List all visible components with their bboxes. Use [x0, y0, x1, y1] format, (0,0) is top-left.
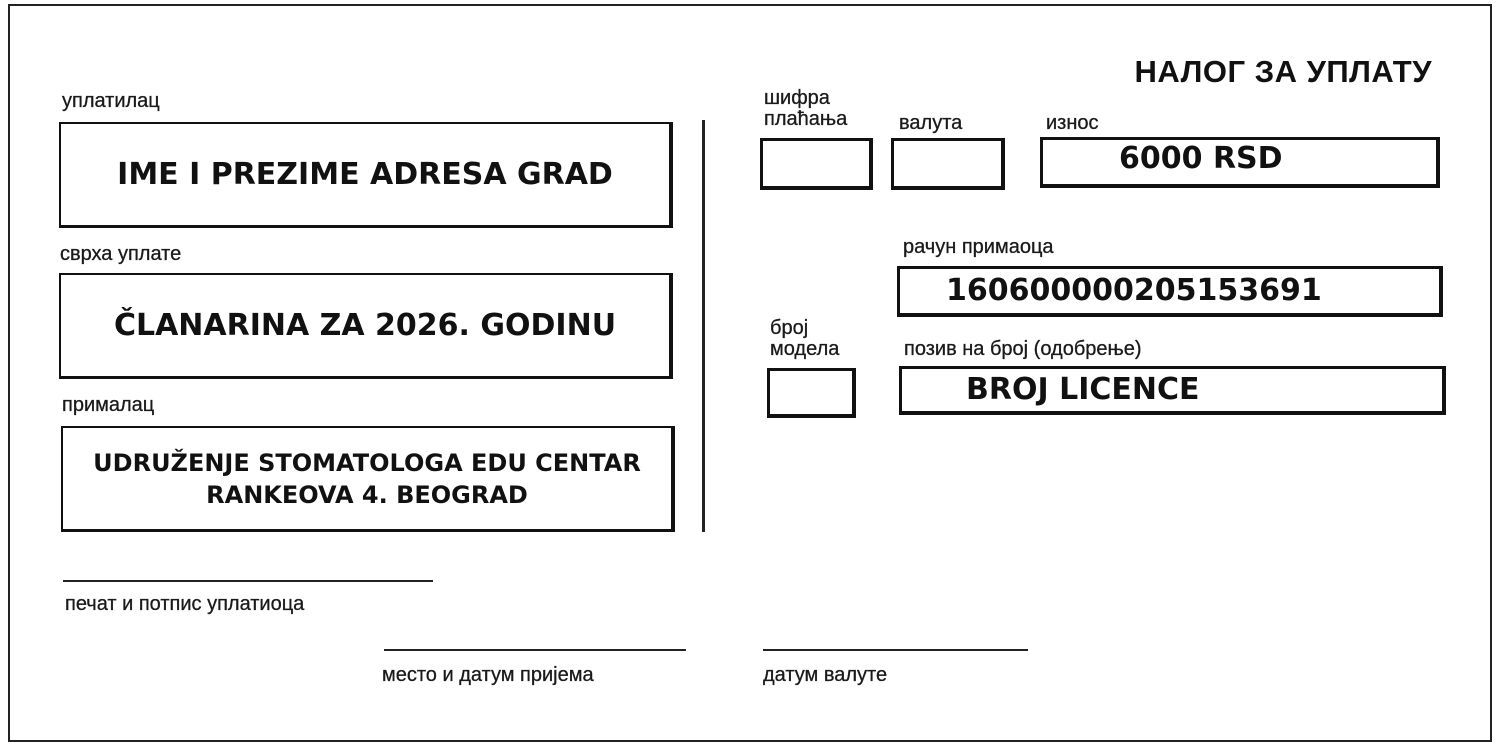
recipient-account-field[interactable] [897, 266, 1443, 317]
reference-number-label: позив на број (одобрење) [904, 338, 1142, 360]
payer-value: IME I PREZIME ADRESA GRAD [117, 156, 613, 192]
payer-signature-label: печат и потпис уплатиоца [65, 593, 305, 615]
slip-title: НАЛОГ ЗА УПЛАТУ [1134, 54, 1432, 89]
place-date-received-line [384, 649, 686, 651]
payment-code-label-line2: плаћања [764, 108, 848, 130]
reference-number-field[interactable] [899, 366, 1446, 415]
recipient-field[interactable] [61, 426, 675, 532]
model-number-label-line1: број [770, 317, 809, 339]
place-date-received-label: место и датум пријема [382, 664, 594, 686]
model-number-label-line2: модела [770, 338, 840, 360]
currency-field[interactable] [891, 138, 1005, 190]
payment-code-field[interactable] [760, 138, 873, 190]
column-divider [702, 120, 705, 532]
reference-number-value: BROJ LICENCE [966, 372, 1200, 407]
payer-field[interactable] [59, 122, 673, 228]
value-date-line [763, 649, 1028, 651]
amount-value: 6000 RSD [1119, 141, 1283, 176]
purpose-field[interactable] [59, 273, 673, 379]
currency-label: валута [899, 112, 963, 134]
amount-field[interactable] [1040, 137, 1440, 188]
recipient-account-value: 160600000205153691 [946, 273, 1322, 308]
payment-code-label [764, 88, 847, 130]
recipient-account-label: рачун примаоца [903, 236, 1054, 258]
purpose-value: ČLANARINA ZA 2026. GODINU [113, 307, 617, 343]
payment-code-label-line1: шифра [764, 87, 830, 109]
payer-signature-line [63, 580, 433, 582]
recipient-value-line2: RANKEOVA 4. BEOGRAD [206, 480, 528, 509]
recipient-label: прималац [62, 394, 155, 416]
recipient-value-line1: UDRUŽENJE STOMATOLOGA EDU CENTAR [93, 448, 641, 477]
model-number-field[interactable] [767, 368, 856, 418]
payer-label: уплатилац [62, 90, 160, 112]
purpose-label: сврха уплате [60, 243, 182, 265]
amount-label: износ [1046, 112, 1099, 134]
model-number-label [770, 318, 839, 360]
value-date-label: датум валуте [763, 664, 888, 686]
